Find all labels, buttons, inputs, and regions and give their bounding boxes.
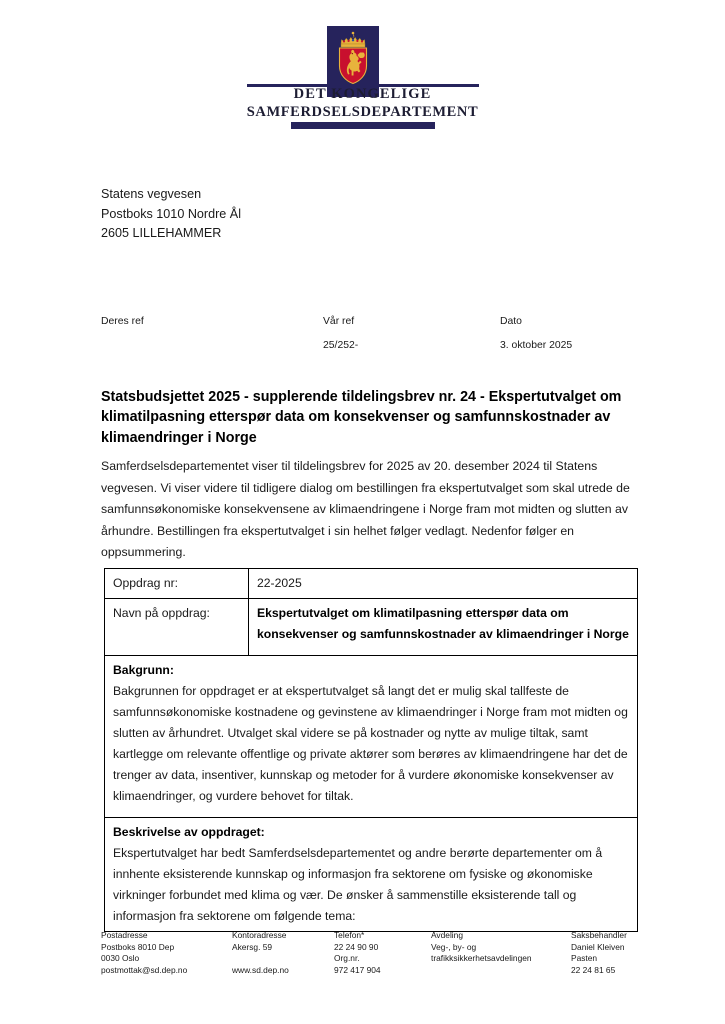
letterhead-line-1: DET KONGELIGE (293, 86, 432, 102)
footer-col1-line2: Postboks 8010 Dep (101, 941, 175, 952)
document-title: Statsbudsjettet 2025 - supplerende tildelingsbrev nr. 24 - Ekspertutvalget om klimatilpasning etterspør data om konsekvenser og samfunnskostnader av klimaendringer i Norge (101, 388, 622, 446)
address-line-1: Statens vegvesen (101, 187, 202, 201)
footer-col3-heading: Telefon* (334, 930, 365, 940)
footer-col4-line3: trafikksikkerhetsavdelingen (431, 953, 532, 964)
beskrivelse-body: Ekspertutvalget har bedt Samferdselsdepartementet og andre berørte departementer om å innhente eksisterende kunnskap og informasjon fra sektorene om fysiske og økonomiske virkninger forbundet med klima og vær. De ønsker å sammenstille eksisterende tall og informasjon fra sektorene om følgende tema: (113, 846, 603, 923)
table-row-bakgrunn (105, 656, 638, 818)
footer-col2-line3 (232, 953, 332, 965)
beskrivelse-cell (105, 818, 638, 932)
letterhead-title (233, 86, 493, 121)
letterhead (0, 26, 725, 130)
oppdrag-nr-label: Oppdrag nr: (105, 569, 249, 599)
reference-header-row (101, 316, 661, 332)
bakgrunn-cell (105, 656, 638, 818)
bakgrunn-heading: Bakgrunn: (113, 663, 174, 677)
deres-ref-label: Deres ref (101, 316, 144, 327)
footer-column-avdeling (431, 930, 571, 965)
footer-column-postadresse (101, 930, 231, 976)
address-line-2: Postboks 1010 Nordre Ål (101, 206, 242, 221)
footer-col2-website[interactable]: www.sd.dep.no (232, 964, 289, 975)
footer-col5-heading: Saksbehandler (571, 930, 627, 940)
footer-column-saksbehandler (571, 930, 666, 976)
norwegian-coat-of-arms-icon (333, 31, 373, 85)
navn-label: Navn på oppdrag: (105, 599, 249, 656)
footer-col2-line2: Akersg. 59 (232, 941, 273, 952)
footer-col5-surname: Pasten (571, 953, 598, 964)
navn-value: Ekspertutvalget om klimatilpasning etterspør data om konsekvenser og samfunnskostnader av klimaendringer i Norge (249, 599, 638, 656)
dato-label: Dato (500, 316, 522, 327)
table-row-oppdrag-nr (105, 569, 638, 599)
bakgrunn-body: Bakgrunnen for oppdraget er at ekspertutvalget så langt det er mulig skal tallfeste de samfunnsøkonomiske kostnadene og gevinstene av klimaendringer i Norge fram mot midten og slutten av århundret. Utvalget skal videre se på kostnader og nytte av mulige tiltak, samt kartlegge om relevante offentlige og private aktører som berøres av klimaendringene har det de trenger av data, insentiver, kunnskap og metoder for å vurdere økonomiske konsekvenser av klimaendringer, og vurdere behovet for tiltak. (113, 684, 628, 803)
footer-col4-line2: Veg-, by- og (431, 941, 477, 952)
footer-col1-heading: Postadresse (101, 930, 148, 940)
table-row-navn (105, 599, 638, 656)
footer-col5-phone: 22 24 81 65 (571, 964, 616, 975)
footer-column-kontoradresse (232, 930, 332, 976)
dato-value: 3. oktober 2025 (500, 340, 573, 351)
footer-col1-line3: 0030 Oslo (101, 953, 140, 964)
footer-col3-orgnr-label: Org.nr. (334, 953, 360, 964)
footer-col2-heading: Kontoradresse (232, 930, 287, 940)
reference-value-row (101, 340, 661, 356)
table-row-beskrivelse (105, 818, 638, 932)
address-line-3: 2605 LILLEHAMMER (101, 226, 222, 240)
footer-col5-name: Daniel Kleiven (571, 941, 625, 952)
reference-block (101, 316, 661, 356)
letterhead-rule-bottom (291, 122, 435, 129)
intro-paragraph: Samferdselsdepartementet viser til tildelingsbrev for 2025 av 20. desember 2024 til Statens vegvesen. Vi viser videre til tidligere dialog om bestillingen fra ekspertutvalget som skal utrede de samfunnsøkonomiske konsekvensene av klimaendringene i Norge fram mot midten og slutten av århundre. Bestillingen fra ekspertutvalget i sin helhet følger vedlagt. Nedenfor følger en oppsummering. (101, 459, 630, 560)
oppdrag-nr-value: 22-2025 (249, 569, 638, 599)
footer-column-telefon (334, 930, 424, 976)
footer-col3-orgnr-value: 972 417 904 (334, 964, 381, 975)
footer-col3-phone: 22 24 90 90 (334, 941, 379, 952)
footer-col1-email[interactable]: postmottak@sd.dep.no (101, 964, 188, 975)
footer-col4-heading: Avdeling (431, 930, 463, 940)
letterhead-line-2: SAMFERDSELSDEPARTEMENT (246, 103, 479, 120)
assignment-table (104, 568, 638, 932)
recipient-address (101, 185, 241, 244)
beskrivelse-heading: Beskrivelse av oppdraget: (113, 825, 265, 839)
var-ref-label: Vår ref (323, 316, 355, 327)
var-ref-value: 25/252- (323, 340, 359, 351)
